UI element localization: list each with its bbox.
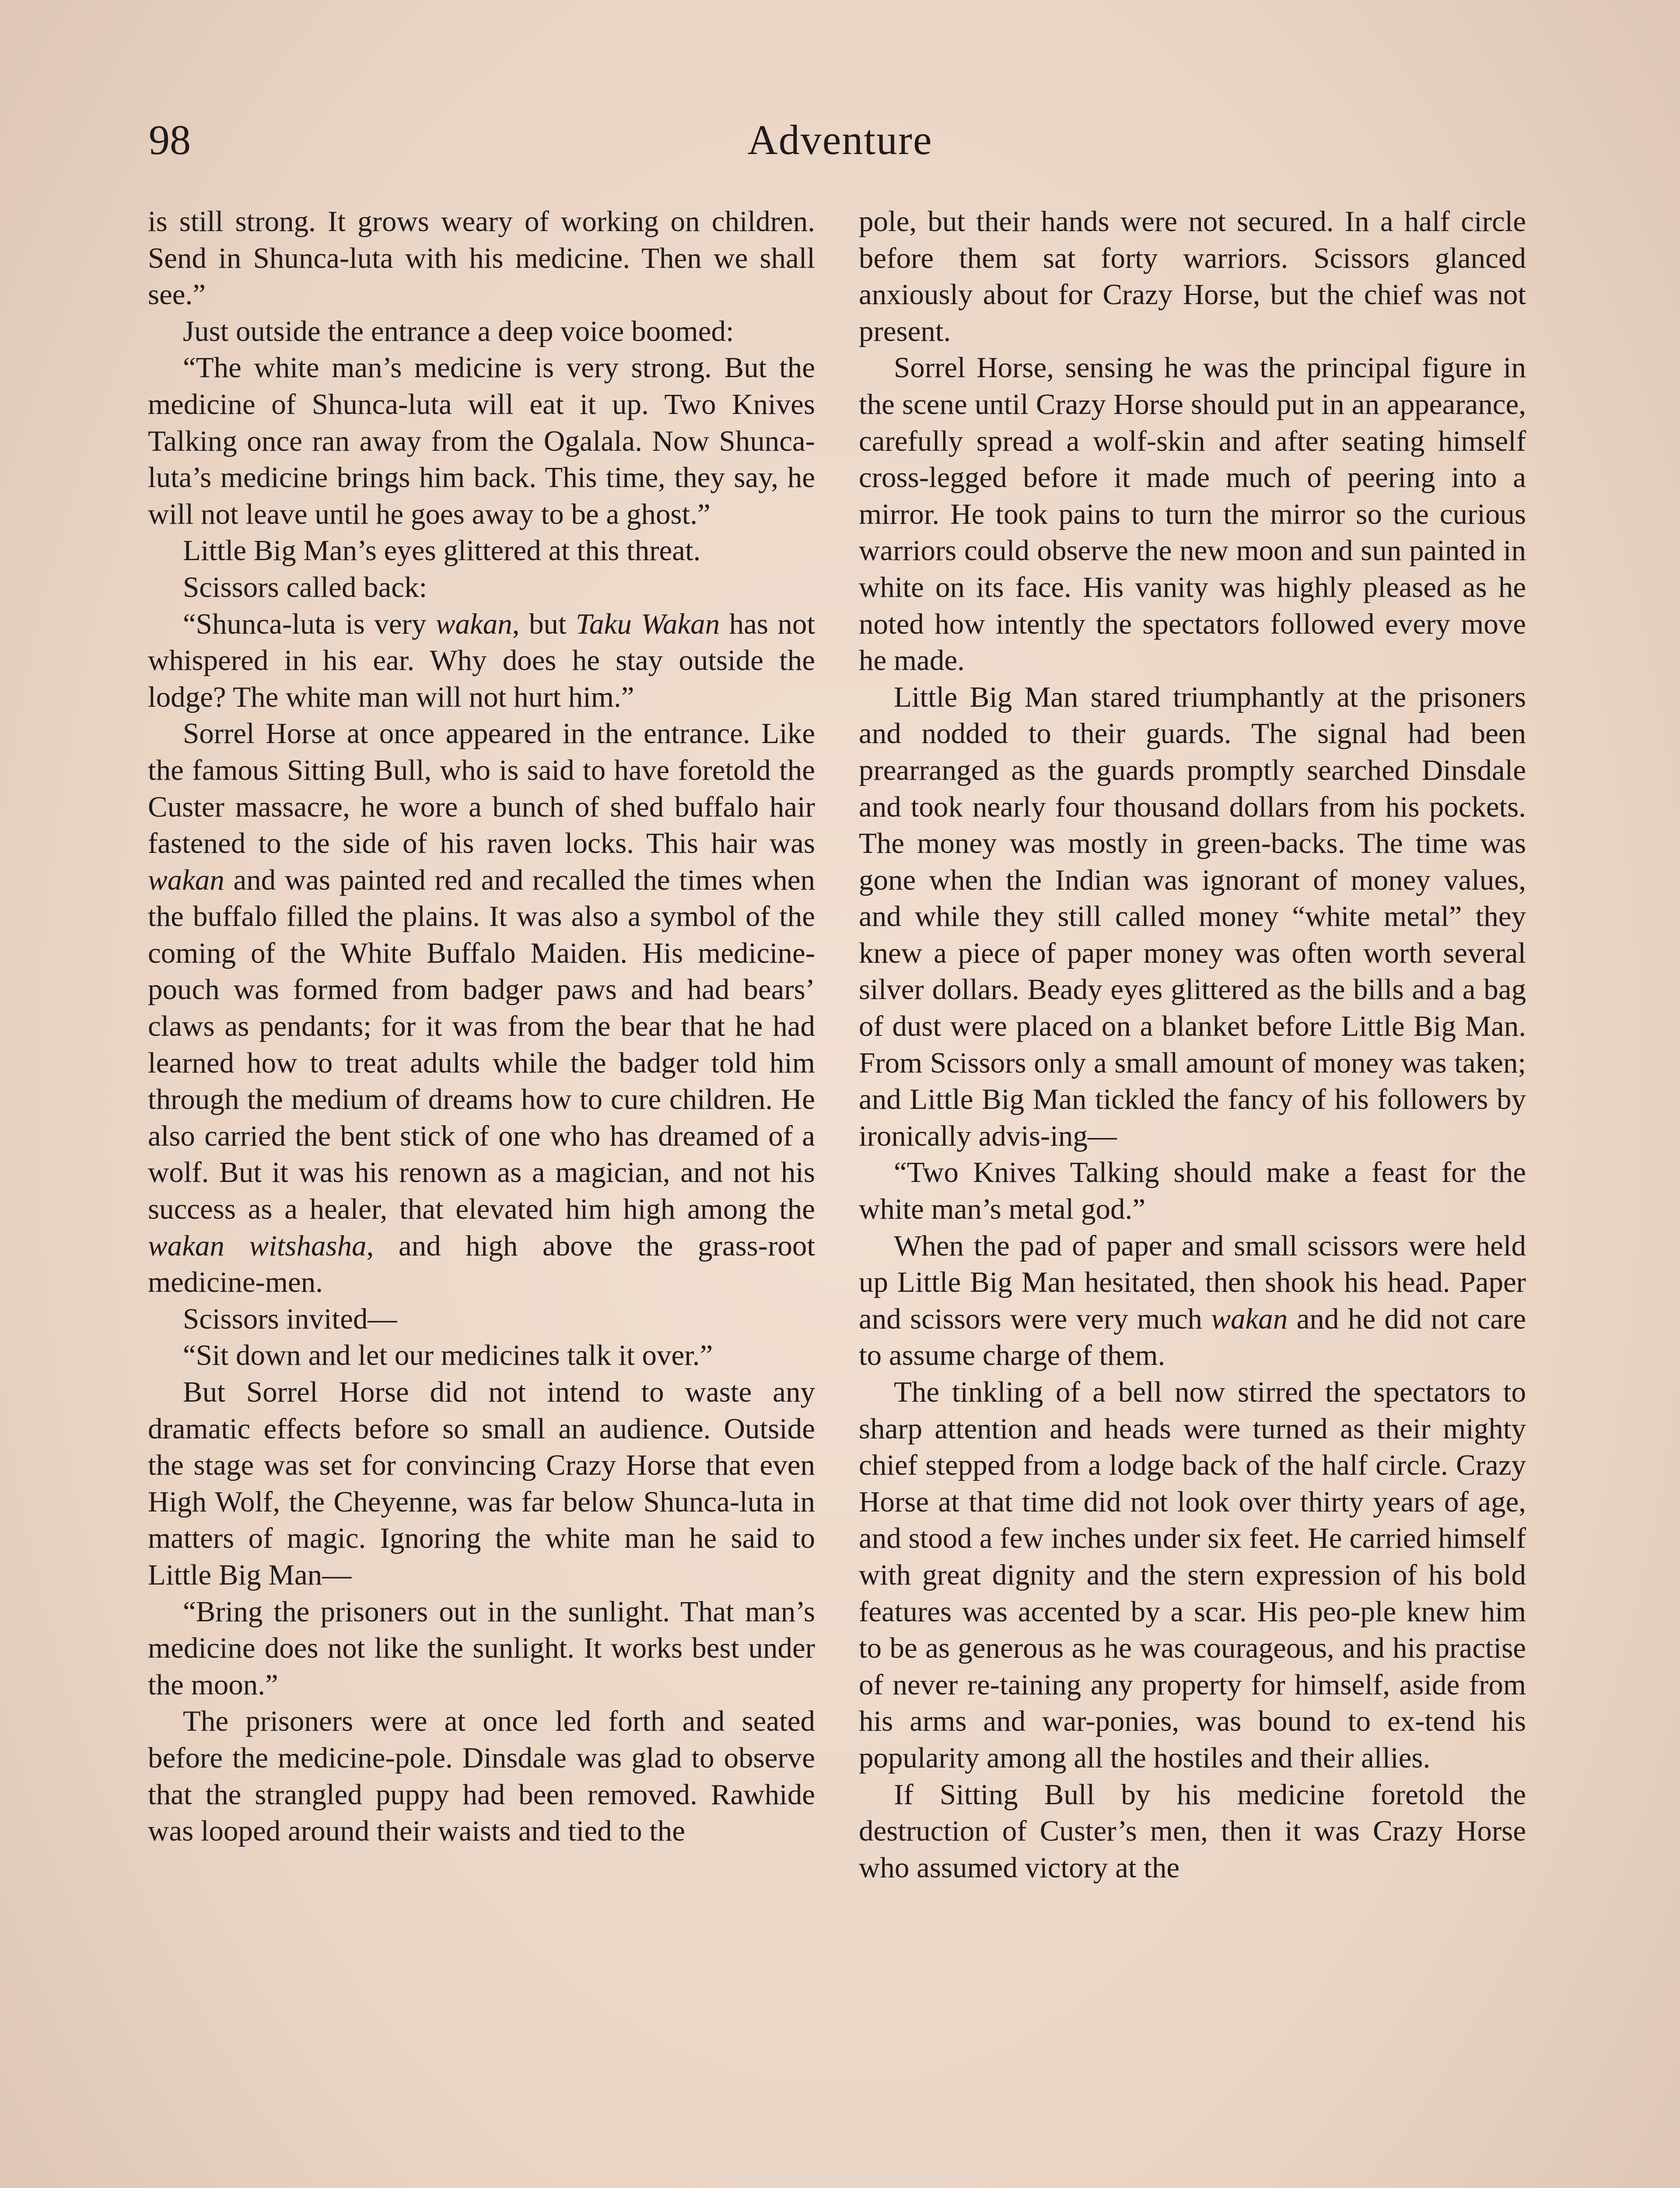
paragraph: The prisoners were at once led forth and seated before the medicine-pole. Dinsdale was glad to observe that the strangled puppy had been removed. Rawhide was looped around their waists and tied to the [148,1705,815,1848]
paragraph: Scissors called back: [183,571,427,603]
magazine-title: Adventure [747,116,933,163]
paragraph: Scissors invited— [183,1302,397,1335]
left-text-column [148,203,815,1850]
paragraph: pole, but their hands were not secured. In a half circle before them sat forty warriors. Scissors glanced anxiously about for Crazy Horse, but the chief was not present. [859,205,1526,347]
right-text-column [859,203,1526,1886]
paragraph: The tinkling of a bell now stirred the spectators to sharp attention and heads were turned as their mighty chief stepped from a lodge back of the half circle. Crazy Horse at that time did not look over thirty years of age, and stood a few inches under six feet. He carried himself with great dignity and the stern expression of his bold features was accented by a scar. His peo-ple knew him to be as generous as he was courageous, and his practise of never re-taining any property for himself, aside from his arms and war-ponies, was bound to ex-tend his popularity among all the hostiles and their allies. [859,1376,1526,1774]
paragraph: “Bring the prisoners out in the sunlight. That man’s medicine does not like the sunlight. It works best under the moon.” [148,1595,815,1701]
paragraph: Just outside the entrance a deep voice boomed: [183,315,734,347]
paragraph: Sorrel Horse, sensing he was the principal figure in the scene until Crazy Horse should put in an appearance, carefully spread a wolf-skin and after seating himself cross-legged before it made much of peering into a mirror. He took pains to turn the mirror so the curious warriors could observe the new moon and sun painted in white on its face. His vanity was highly pleased as he noted how intently the spectators followed every move he made. [859,351,1526,677]
paragraph: Little Big Man’s eyes glittered at this threat. [183,534,701,567]
paragraph: When the pad of paper and small scissors were held up Little Big Man hesitated, then shook his head. Paper and scissors were very much wakan and he did not care to assume charge of them. [859,1229,1526,1372]
paragraph: “Two Knives Talking should make a feast for the white man’s metal god.” [859,1156,1526,1226]
paragraph: “Sit down and let our medicines talk it over.” [183,1339,713,1372]
paragraph: “Shunca-luta is very wakan, but Taku Wakan has not whispered in his ear. Why does he stay outside the lodge? The white man will not hurt him.” [148,607,815,713]
paragraph: Little Big Man stared triumphantly at the prisoners and nodded to their guards. The signal had been prearranged as the guards promptly searched Dinsdale and took nearly four thousand dollars from his pockets. The money was mostly in green-backs. The time was gone when the Indian was ignorant of money values, and while they still called money “white metal” they knew a piece of paper money was often worth several silver dollars. Beady eyes glittered as the bills and a bag of dust were placed on a blanket before Little Big Man. From Scissors only a small amount of money was taken; and Little Big Man tickled the fancy of his followers by ironically advis-ing— [859,680,1526,1152]
paragraph: But Sorrel Horse did not intend to waste any dramatic effects before so small an audience. Outside the stage was set for convincing Crazy Horse that even High Wolf, the Cheyenne, was far below Shunca-luta in matters of magic. Ignoring the white man he said to Little Big Man— [148,1376,815,1591]
paragraph: “The white man’s medicine is very strong. But the medicine of Shunca-luta will eat it up. Two Knives Talking once ran away from the Ogalala. Now Shunca-luta’s medicine brings him back. This time, they say, he will not leave until he goes away to be a ghost.” [148,351,815,530]
paragraph: is still strong. It grows weary of working on children. Send in Shunca-luta with his medicine. Then we shall see.” [148,205,815,311]
page-number: 98 [149,116,191,163]
paragraph: If Sitting Bull by his medicine foretold the destruction of Custer’s men, then it was Crazy Horse who assumed victory at the [859,1778,1526,1884]
page-header [149,109,1531,171]
paragraph: Sorrel Horse at once appeared in the entrance. Like the famous Sitting Bull, who is said to have foretold the Custer massacre, he wore a bunch of shed buffalo hair fastened to the side of his raven locks. This hair was wakan and was painted red and recalled the times when the buffalo filled the plains. It was also a symbol of the coming of the White Buffalo Maiden. His medicine-pouch was formed from badger paws and had bears’ claws as pendants; for it was from the bear that he had learned how to treat adults while the badger told him through the medium of dreams how to cure children. He also carried the bent stick of one who has dreamed of a wolf. But it was his renown as a magician, and not his success as a healer, that elevated him high among the wakan witshasha, and high above the grass-root medicine-men. [148,717,815,1299]
